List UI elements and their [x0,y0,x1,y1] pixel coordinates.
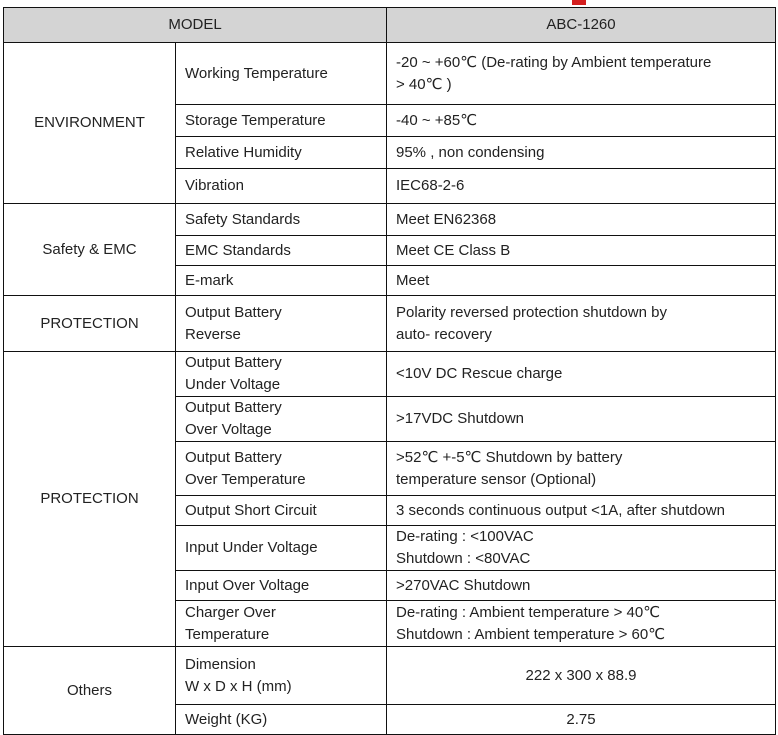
spec-table [3,7,776,735]
value-text: >52℃ +-5℃ Shutdown by battery [396,448,623,466]
value-text: Meet CE Class B [396,241,511,259]
value-cell [387,296,776,352]
value-text: <10V DC Rescue charge [396,365,563,382]
table-row [4,296,776,352]
value-text: -40 ~ +85℃ [396,111,478,129]
parameter-text: Output Battery [185,399,282,416]
value-cell [387,571,776,601]
parameter-cell [176,105,387,137]
table-row [4,647,776,705]
value-text: IEC68-2-6 [396,177,465,194]
value-text: >17VDC Shutdown [396,410,524,427]
value-cell [387,526,776,571]
parameter-cell [176,296,387,352]
parameter-text: Input Under Voltage [185,539,318,556]
value-cell [387,204,776,236]
table-row [4,352,776,397]
value-text: De-rating : <100VAC [396,528,534,545]
parameter-text: Output Short Circuit [185,501,317,519]
value-text: >270VAC Shutdown [396,576,531,594]
value-text: De-rating : Ambient temperature > 40℃ [396,603,661,621]
value-text: 95% , non condensing [396,143,545,161]
section-name: Others [4,647,176,735]
parameter-text: Output Battery [185,354,282,371]
value-text: Meet EN62368 [396,210,497,228]
section-name: ENVIRONMENT [4,43,176,204]
parameter-text: Temperature [185,625,270,643]
spec-body [4,43,776,735]
value-text: Shutdown : <80VAC [396,550,531,567]
parameter-text: Safety Standards [185,210,301,228]
parameter-cell [176,526,387,571]
parameter-text: Input Over Voltage [185,576,310,594]
value-cell [387,43,776,105]
value-text: 3 seconds continuous output <1A, after shutdown [396,501,725,519]
value-cell [387,705,776,735]
section-name: PROTECTION [4,352,176,647]
parameter-text: Dimension [185,655,256,673]
parameter-cell [176,236,387,266]
parameter-text: Output Battery [185,303,282,321]
section-name: Safety & EMC [4,204,176,296]
value-cell [387,236,776,266]
value-cell [387,266,776,296]
parameter-cell [176,352,387,397]
parameter-text: W x D x H (mm) [185,677,292,695]
parameter-cell [176,204,387,236]
value-text: 222 x 300 x 88.9 [525,666,637,684]
parameter-cell [176,43,387,105]
header-row [4,8,776,43]
parameter-text: Output Battery [185,448,282,466]
model-label: MODEL [4,8,387,43]
parameter-cell [176,496,387,526]
parameter-text: Vibration [185,177,244,194]
parameter-cell [176,169,387,204]
model-value: ABC-1260 [387,8,776,43]
parameter-text: Relative Humidity [185,143,302,161]
table-row [4,43,776,105]
parameter-cell [176,647,387,705]
parameter-text: EMC Standards [185,241,291,259]
parameter-cell [176,601,387,647]
value-text: temperature sensor (Optional) [396,470,597,488]
parameter-cell [176,705,387,735]
table-row [4,204,776,236]
value-text: -20 ~ +60℃ (De-rating by Ambient temperature [396,53,712,71]
value-text: 2.75 [566,710,596,728]
parameter-text: Over Voltage [185,421,272,438]
parameter-cell [176,266,387,296]
value-text: > 40℃ ) [396,75,452,93]
parameter-text: Weight (KG) [185,710,268,728]
value-text: Meet [396,271,430,289]
value-cell [387,105,776,137]
parameter-text: Charger Over [185,603,276,621]
parameter-text: Working Temperature [185,64,328,82]
value-cell [387,647,776,705]
value-cell [387,137,776,169]
value-cell [387,397,776,442]
value-cell [387,496,776,526]
parameter-cell [176,137,387,169]
value-cell [387,442,776,496]
parameter-text: E-mark [185,271,234,289]
section-name: PROTECTION [4,296,176,352]
parameter-text: Over Temperature [185,470,306,488]
parameter-cell [176,397,387,442]
parameter-cell [176,571,387,601]
value-cell [387,352,776,397]
value-text: Shutdown : Ambient temperature > 60℃ [396,625,666,643]
value-text: auto- recovery [396,325,492,343]
value-cell [387,169,776,204]
parameter-text: Reverse [185,325,241,343]
value-text: Polarity reversed protection shutdown by [396,303,667,321]
parameter-text: Storage Temperature [185,111,326,129]
red-marker [572,0,586,5]
parameter-cell [176,442,387,496]
parameter-text: Under Voltage [185,376,281,393]
value-cell [387,601,776,647]
